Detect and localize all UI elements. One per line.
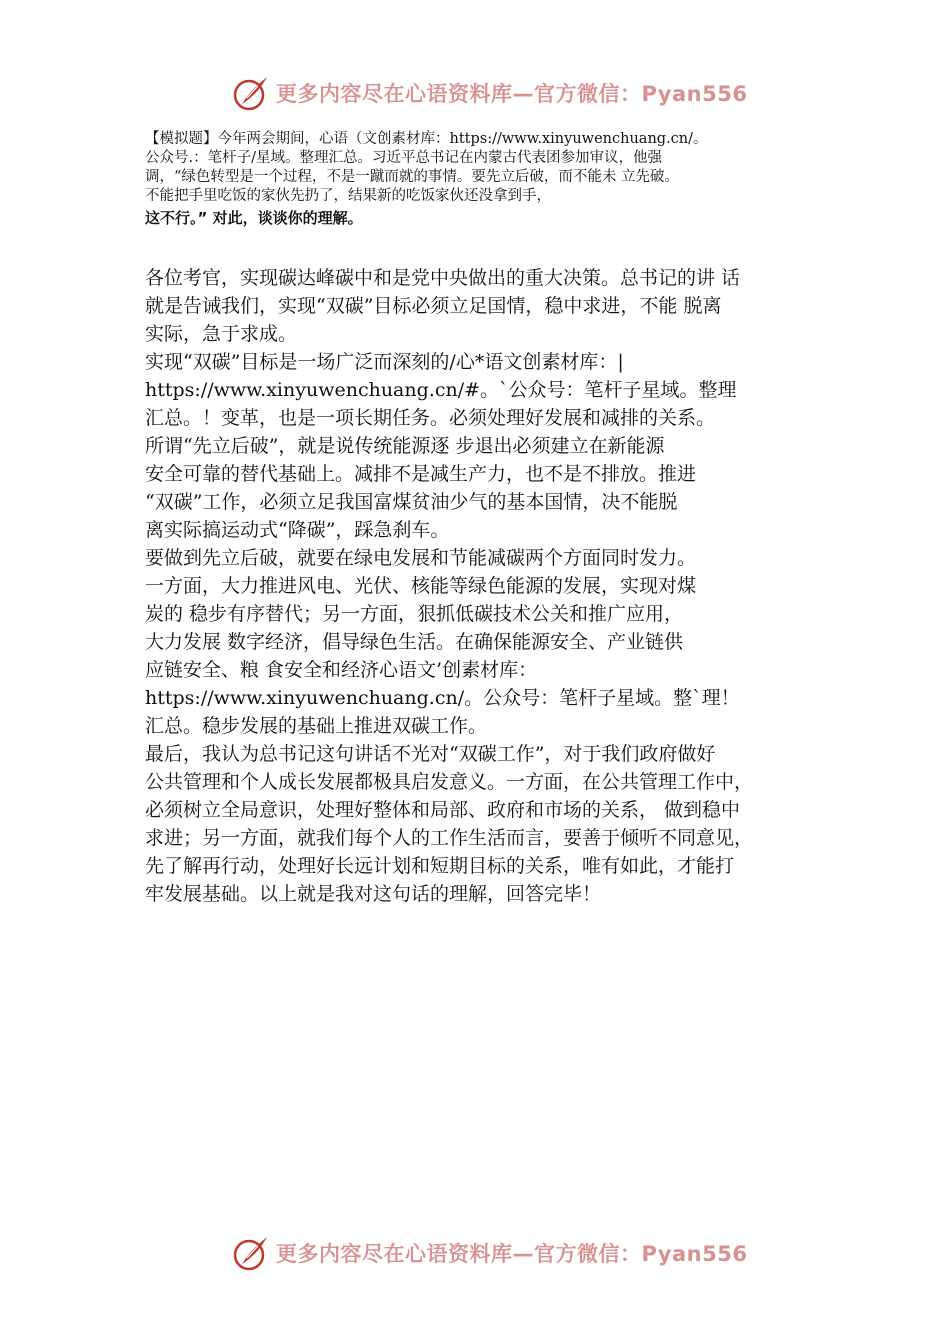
- answer-line: 大力发展 数字经济，倡导绿色生活。在确保能源安全、产业链供: [145, 631, 684, 653]
- answer-line: 炭的 稳步有序替代；另一方面，狠抓低碳技术公关和推广应用，: [145, 603, 684, 625]
- question-prompt: 这不行。” 对此，谈谈你的理解。: [145, 209, 363, 227]
- question-line: 不能把手里吃饭的家伙先扔了，结果新的吃饭家伙还没拿到手，: [145, 188, 551, 204]
- footer-banner-text: 更多内容尽在心语资料库—官方微信：Pyan556: [276, 1242, 748, 1266]
- answer-line: 求进；另一方面，就我们每个人的工作生活而言，要善于倾听不同意见，: [145, 827, 754, 849]
- answer-line: “双碳”工作，必须立足我国富煤贫油少气的基本国情，决不能脱: [145, 491, 678, 513]
- answer-line: https://www.xinyuwenchuang.cn/#。`公众号：笔杆子星域。整理: [145, 379, 737, 401]
- quill-logo-icon: [232, 1234, 270, 1272]
- answer-line: 应链安全、粮 食安全和经济心语文’创素材库：: [145, 659, 538, 681]
- question-line: 调，“绿色转型是一个过程，不是一蹴而就的事情。要先立后破，而不能未 立先破。: [145, 169, 680, 185]
- header-banner: [232, 73, 747, 113]
- footer-banner: [232, 1233, 747, 1273]
- question-line: 【模拟题】今年两会期间，心语（文创素材库：https://www.xinyuwenchuang.cn/。: [145, 131, 708, 147]
- answer-line: 必须树立全局意识，处理好整体和局部、政府和市场的关系， 做到稳中: [145, 799, 741, 821]
- answer-line: 实际，急于求成。: [145, 323, 298, 345]
- answer-line: 公共管理和个人成长发展都极具启发意义。一方面，在公共管理工作中，: [145, 771, 754, 793]
- answer-line: 最后，我认为总书记这句讲话不光对“双碳工作”，对于我们政府做好: [145, 743, 716, 765]
- header-banner-text: 更多内容尽在心语资料库—官方微信：Pyan556: [276, 82, 748, 106]
- answer-line: 汇总。稳步发展的基础上推进双碳工作。: [145, 715, 488, 737]
- answer-line: 就是告诫我们，实现“双碳”目标必须立足国情，稳中求进，不能 脱离: [145, 295, 722, 317]
- answer-line: 先了解再行动，处理好长远计划和短期目标的关系，唯有如此，才能打: [145, 855, 735, 877]
- answer-line: 实现“双碳”目标是一场广泛而深刻的/心*语文创素材库：|: [145, 351, 624, 373]
- answer-line: 安全可靠的替代基础上。减排不是减生产力，也不是不排放。推进: [145, 463, 697, 485]
- quill-logo-icon: [232, 74, 270, 112]
- answer-line: 牢发展基础。以上就是我对这句话的理解，回答完毕！: [145, 883, 602, 905]
- answer-block: [145, 264, 811, 908]
- question-line: 公众号.：笔杆子/星域。整理汇总。习近平总书记在内蒙古代表团参加审议，他强: [145, 150, 662, 166]
- answer-line: 要做到先立后破，就要在绿电发展和节能减碳两个方面同时发力。: [145, 547, 697, 569]
- answer-line: 所谓“先立后破”，就是说传统能源逐 步退出必须建立在新能源: [145, 435, 665, 457]
- answer-line: 离实际搞运动式“降碳”，踩急刹车。: [145, 519, 450, 541]
- answer-line: 汇总。！变革，也是一项长期任务。必须处理好发展和减排的关系。: [145, 407, 716, 429]
- answer-line: https://www.xinyuwenchuang.cn/。公众号：笔杆子星域。整`理！: [145, 687, 740, 709]
- answer-line: 各位考官，实现碳达峰碳中和是党中央做出的重大决策。总书记的讲 话: [145, 267, 741, 289]
- question-block: [145, 130, 811, 228]
- answer-line: 一方面，大力推进风电、光伏、核能等绿色能源的发展，实现对煤: [145, 575, 697, 597]
